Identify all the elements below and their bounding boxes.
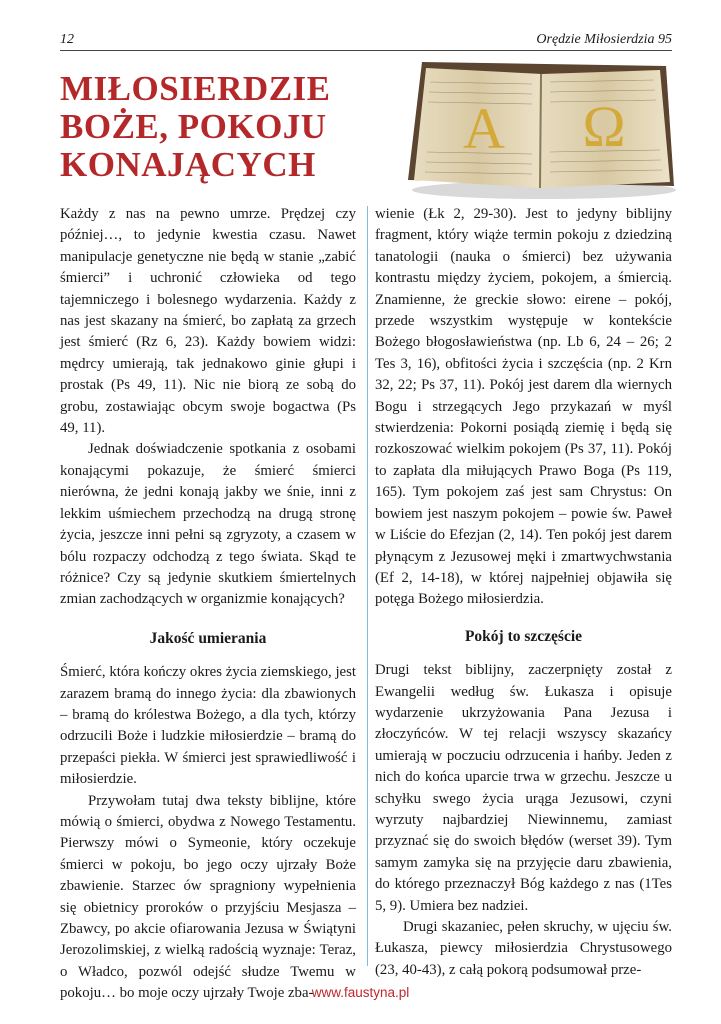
title-line-1: MIŁOSIERDZIE — [60, 69, 331, 108]
title-line-2: BOŻE, POKOJU — [60, 107, 327, 146]
paragraph: Drugi skazaniec, pełen skruchy, w ujęciu św. Łukasza, piewcy miłosierdzia Chrystusowego (23, 40-43), z całą pokorą podsumował prze- — [375, 919, 672, 978]
page-number: 12 — [60, 32, 74, 47]
header-rule — [60, 50, 672, 51]
paragraph: Jednak doświadczenie spotkania z osobami konającymi pokazuje, że śmierć śmierci nierówna, że jedni konają jakby we śnie, inni z lekkim uśmiechem przechodzą na drugą stronę życia, jeszcze inni pełni są zgryzoty, a czasem w bólu rozpaczy odchodzą z tego świata. Skąd te różnice? Czy są jedynie skutkiem śmiertelnych zmian zachodzących w organizmie konających? — [60, 441, 356, 608]
title-line-3: KONAJĄCYCH — [60, 145, 316, 184]
right-column — [375, 204, 672, 981]
paragraph: Drugi tekst biblijny, zaczerpnięty został z Ewangelii według św. Łukasza i opisuje wydarzenie ukrzyżowania Pana Jezusa i złoczyńców. W tej relacji wszyscy skazańcy umierają w poczuciu odrzucenia i hańby. Jeden z nich do końca uparcie trwa w grzechu. Jeszcze u schyłku swego życia urąga Jezusowi, czyni wyrzuty najbardziej Niewinnemu, zamiast przyznać się do swoich błędów (werset 39). Tym samym zamyka się na przyjęcie daru zbawienia, do którego przeznaczył Bóg każdego z nas (1Tes 5, 9). Umiera bez nadziei. — [375, 662, 672, 914]
open-bible-image — [404, 52, 676, 202]
paragraph: wienie (Łk 2, 29-30). Jest to jedyny biblijny fragment, który wiąże termin pokoju z dziedziną tanatologii (nauka o śmierci) bez używania kontrastu między życiem, pokojem, a śmiercią. Znamienne, że greckie słowo: eirene – pokój, przede wszystkim występuje w kontekście Bożego błogosławieństwa (np. Lb 6, 24 – 26; 2 Tes 3, 16), obfitości życia i szczęścia (np. 2 Krn 32, 22; Ps 37, 11). Pokój jest darem dla wiernych Bogu i strzegących Jego przykazań w myśl stwierdzenia: Pokorni posiądą ziemię i będą się rozkoszować wielkim pokojem (Ps 37, 11). Pokój to zapłata dla miłujących Prawo Boga (Ps 119, 165). Tym pokojem zaś jest sam Chrystus: On bowiem jest naszym pokojem – powie św. Paweł w Liście do Efezjan (2, 14). Ten pokój jest darem płynącym z Jezusowej męki i zmartwychwstania (Ef 2, 14-18), w której najpełniej objawiła się potęga Bożego miłosierdzia. — [375, 206, 672, 608]
footer-url-link[interactable]: www.faustyna.pl — [311, 985, 410, 1000]
column-divider — [367, 206, 368, 966]
section-heading: Pokój to szczęście — [464, 627, 583, 645]
alpha-letter: A — [463, 96, 505, 161]
section-heading: Jakość umierania — [149, 629, 267, 647]
omega-letter: Ω — [582, 94, 626, 159]
running-title: Orędzie Miłosierdzia 95 — [536, 32, 672, 47]
left-column — [60, 204, 356, 1005]
paragraph: Śmierć, która kończy okres życia ziemskiego, jest zarazem bramą do innego życia: dla zbawionych – bramą do królestwa Bożego, a dla tych, którzy odrzucili Boże i ludzkie miłosierdzie – bramą do przepaści piekła. W śmierci jest sprawiedliwość i miłosierdzie. — [60, 664, 356, 788]
paragraph: Przywołam tutaj dwa teksty biblijne, które mówią o śmierci, obydwa z Nowego Testamentu. Pierwszy mówi o Symeonie, który oczekuje śmierci w pokoju, bo jego oczy ujrzały Boże zbawienie. Starzec ów spragniony wypełnienia się obietnicy proroków o przyjściu Mesjasza – Zbawcy, po akcie ofiarowania Jezusa w Świątyni Jerozolimskiej, z wielką radością wyznaje: Teraz, o Władco, pozwól odejść słudze Twemu w pokoju… bo moje oczy ujrzały Twoje zba- — [60, 792, 356, 1002]
paragraph: Każdy z nas na pewno umrze. Prędzej czy później…, to jedynie kwestia czasu. Nawet manipulacje genetyczne nie będą w stanie „zabić śmierci” i uchronić człowieka od tego tajemniczego i bolesnego wydarzenia. Każdy z nas jest skazany na śmierć, bo zapłatą za grzech jest śmierć (Rz 6, 23). Każdy bowiem widzi: mędrcy umierają, tak jednakowo ginie głupi i prostak (Ps 49, 11). Nic nie biorą ze sobą do grobu, zostawiając obcym swoje bogactwa (Ps 49, 11). — [60, 206, 356, 437]
article-title — [60, 70, 331, 184]
